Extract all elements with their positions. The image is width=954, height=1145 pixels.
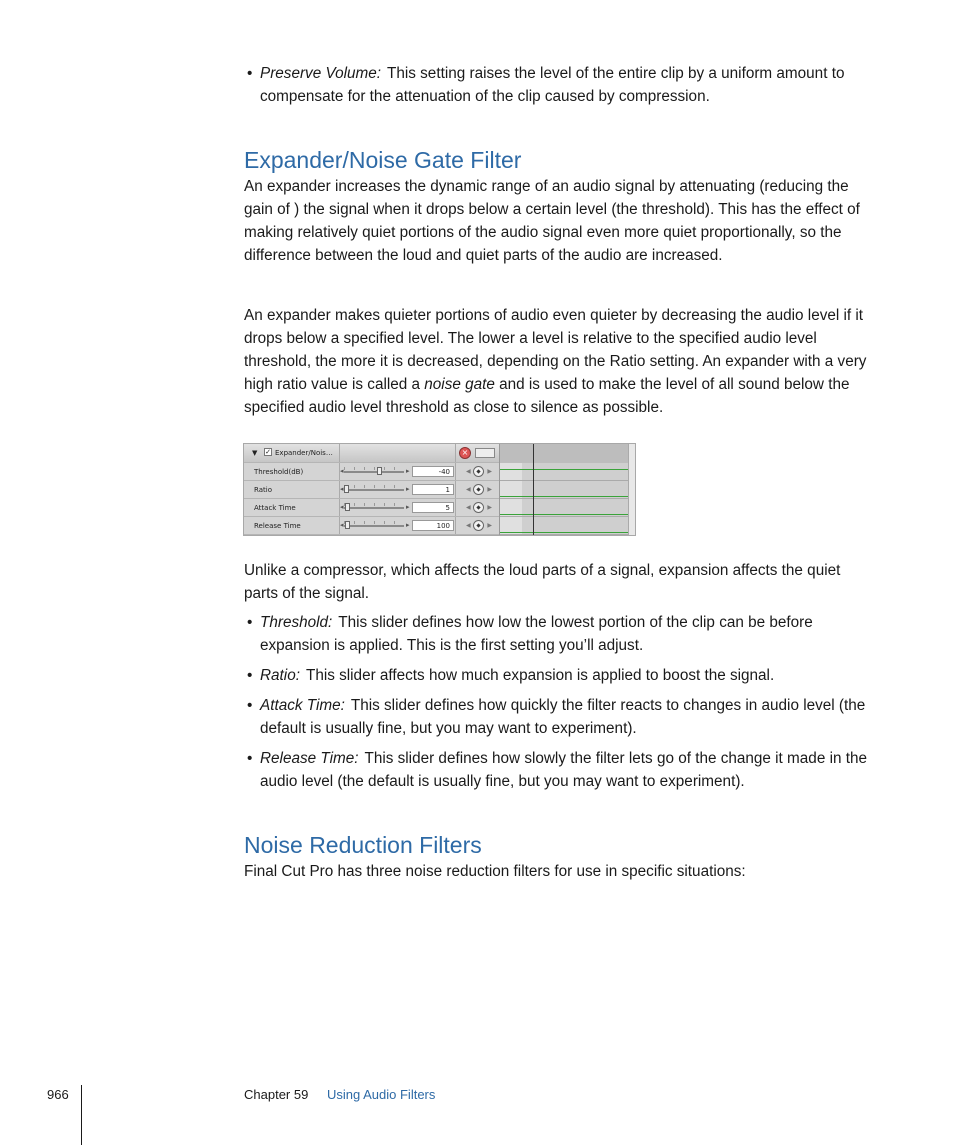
decrement-arrow-icon[interactable]: ◂	[340, 521, 344, 529]
footer-rule	[81, 1085, 82, 1145]
parameter-name: Ratio	[254, 486, 272, 494]
keyframe-controls	[466, 502, 492, 514]
keyframe-controls	[466, 520, 492, 532]
column-divider	[455, 517, 456, 534]
timeline-header	[500, 444, 635, 463]
bullet-dot: •	[247, 750, 253, 767]
parameter-bullet	[244, 664, 876, 687]
slider-ticks	[344, 485, 404, 488]
add-keyframe-icon[interactable]	[473, 484, 484, 495]
parameter-slider[interactable]	[344, 507, 404, 509]
keyframe-controls	[466, 484, 492, 496]
parameter-bullet	[244, 747, 876, 793]
bullet-term: Release Time:	[260, 750, 359, 767]
slider-thumb[interactable]	[345, 521, 350, 529]
bullet-dot: •	[247, 65, 253, 82]
keyframe-graph-line	[500, 514, 629, 515]
bullet-term: Threshold:	[260, 614, 333, 631]
parameter-slider[interactable]	[344, 525, 404, 527]
parameter-value-field[interactable]: 5	[412, 502, 454, 513]
filter-header-row	[244, 444, 499, 463]
slider-thumb[interactable]	[345, 503, 350, 511]
parameter-value-field[interactable]: 100	[412, 520, 454, 531]
timeline-row	[500, 499, 629, 517]
playhead[interactable]	[533, 444, 534, 535]
page-number: 966	[47, 1087, 69, 1102]
slider-ticks	[344, 521, 404, 524]
increment-arrow-icon[interactable]: ▸	[406, 521, 410, 529]
parameter-name: Release Time	[254, 522, 301, 530]
timeline-row	[500, 463, 629, 481]
next-keyframe-icon[interactable]: ▶	[487, 486, 492, 493]
decrement-arrow-icon[interactable]: ◂	[340, 485, 344, 493]
disclosure-triangle-icon[interactable]: ▼	[252, 449, 258, 457]
next-keyframe-icon[interactable]: ▶	[487, 468, 492, 475]
keyframe-timeline[interactable]	[499, 444, 635, 535]
column-divider	[455, 444, 456, 462]
parameter-value-field[interactable]: -40	[412, 466, 454, 477]
parameter-name: Threshold(dB)	[254, 468, 304, 476]
keyframe-graph-line	[500, 496, 629, 497]
emphasized-term: noise gate	[424, 376, 495, 393]
previous-keyframe-icon[interactable]: ◀	[466, 504, 471, 511]
paragraph-text: An expander makes quieter portions of audio even quieter by decreasing the audio level if it drops below a specified level. The lower a level is relative to the specified audio level threshold, the more it is decreased, depending on the Ratio setting. An expander with a very high ratio value is called a	[244, 307, 867, 393]
parameter-row	[244, 481, 499, 499]
keyframe-graph-line	[500, 532, 629, 533]
paragraph: Unlike a compressor, which affects the loud parts of a signal, expansion affects the quiet parts of the signal.	[244, 562, 841, 602]
bullet-text: This slider defines how quickly the filter reacts to changes in audio level (the default is usually fine, but you may want to experiment).	[260, 697, 866, 737]
parameter-bullet	[244, 611, 876, 657]
add-keyframe-icon[interactable]	[473, 502, 484, 513]
filter-name: Expander/Nois…	[275, 449, 333, 457]
increment-arrow-icon[interactable]: ▸	[406, 503, 410, 511]
add-keyframe-icon[interactable]	[473, 520, 484, 531]
section-heading: Noise Reduction Filters	[244, 832, 482, 858]
section-heading: Expander/Noise Gate Filter	[244, 147, 522, 173]
next-keyframe-icon[interactable]: ▶	[487, 522, 492, 529]
parameter-row	[244, 517, 499, 535]
bullet-dot: •	[247, 614, 253, 631]
filter-enable-checkbox[interactable]: ✓	[265, 448, 271, 456]
bullet-text: This slider defines how slowly the filter lets go of the change it made in the audio level (the default is usually fine, but you may want to experiment).	[260, 750, 867, 790]
timeline-row	[500, 481, 629, 499]
menu-icon[interactable]	[475, 448, 495, 458]
increment-arrow-icon[interactable]: ▸	[406, 485, 410, 493]
chapter-label: Chapter 59	[244, 1087, 309, 1102]
decrement-arrow-icon[interactable]: ◂	[340, 467, 344, 475]
add-keyframe-icon[interactable]	[473, 466, 484, 477]
keyframe-controls	[466, 466, 492, 478]
bullet-dot: •	[247, 667, 253, 684]
slider-thumb[interactable]	[344, 485, 349, 493]
column-divider	[455, 499, 456, 516]
chapter-title: Using Audio Filters	[327, 1087, 436, 1102]
parameter-row	[244, 463, 499, 481]
bullet-term: Ratio:	[260, 667, 300, 684]
paragraph: An expander increases the dynamic range of an audio signal by attenuating (reducing the gain of ) the signal when it drops below a certain level (the threshold). This has the effect of making relatively quiet portions of the audio signal even more quiet proportionally, so the difference between the loud and quiet parts of the audio are increased.	[244, 178, 860, 264]
slider-ticks	[344, 503, 404, 506]
parameter-name: Attack Time	[254, 504, 296, 512]
next-keyframe-icon[interactable]: ▶	[487, 504, 492, 511]
parameter-slider[interactable]	[344, 489, 404, 491]
bullet-term: Preserve Volume:	[260, 65, 382, 82]
reset-icon[interactable]: ×	[459, 447, 471, 459]
keyframe-graph-line	[500, 469, 629, 470]
paragraph: Final Cut Pro has three noise reduction filters for use in specific situations:	[244, 863, 746, 880]
column-divider	[455, 481, 456, 498]
timeline-row	[500, 517, 629, 535]
expander-filter-panel	[243, 443, 636, 536]
previous-keyframe-icon[interactable]: ◀	[466, 468, 471, 475]
bullet-text: This slider defines how low the lowest portion of the clip can be before expansion is applied. This is the first setting you’ll adjust.	[260, 614, 813, 654]
parameter-bullet	[244, 694, 876, 740]
bullet-text: This setting raises the level of the entire clip by a uniform amount to compensate for the attenuation of the clip caused by compression.	[260, 65, 845, 105]
parameter-value-field[interactable]: 1	[412, 484, 454, 495]
paragraph-text: and is used to make the level of all sound below the specified audio level threshold as close to silence as possible.	[244, 376, 850, 416]
decrement-arrow-icon[interactable]: ◂	[340, 503, 344, 511]
increment-arrow-icon[interactable]: ▸	[406, 467, 410, 475]
column-divider	[455, 463, 456, 480]
bullet-term: Attack Time:	[260, 697, 345, 714]
bullet-text: This slider affects how much expansion is applied to boost the signal.	[305, 667, 775, 684]
preserve-volume-bullet	[244, 62, 876, 108]
previous-keyframe-icon[interactable]: ◀	[466, 486, 471, 493]
paragraph	[244, 304, 876, 419]
parameter-row	[244, 499, 499, 517]
bullet-dot: •	[247, 697, 253, 714]
slider-thumb[interactable]	[377, 467, 382, 475]
scrollbar[interactable]	[628, 444, 635, 535]
parameter-slider[interactable]	[344, 471, 404, 473]
previous-keyframe-icon[interactable]: ◀	[466, 522, 471, 529]
column-divider	[339, 444, 340, 462]
slider-ticks	[344, 467, 404, 470]
